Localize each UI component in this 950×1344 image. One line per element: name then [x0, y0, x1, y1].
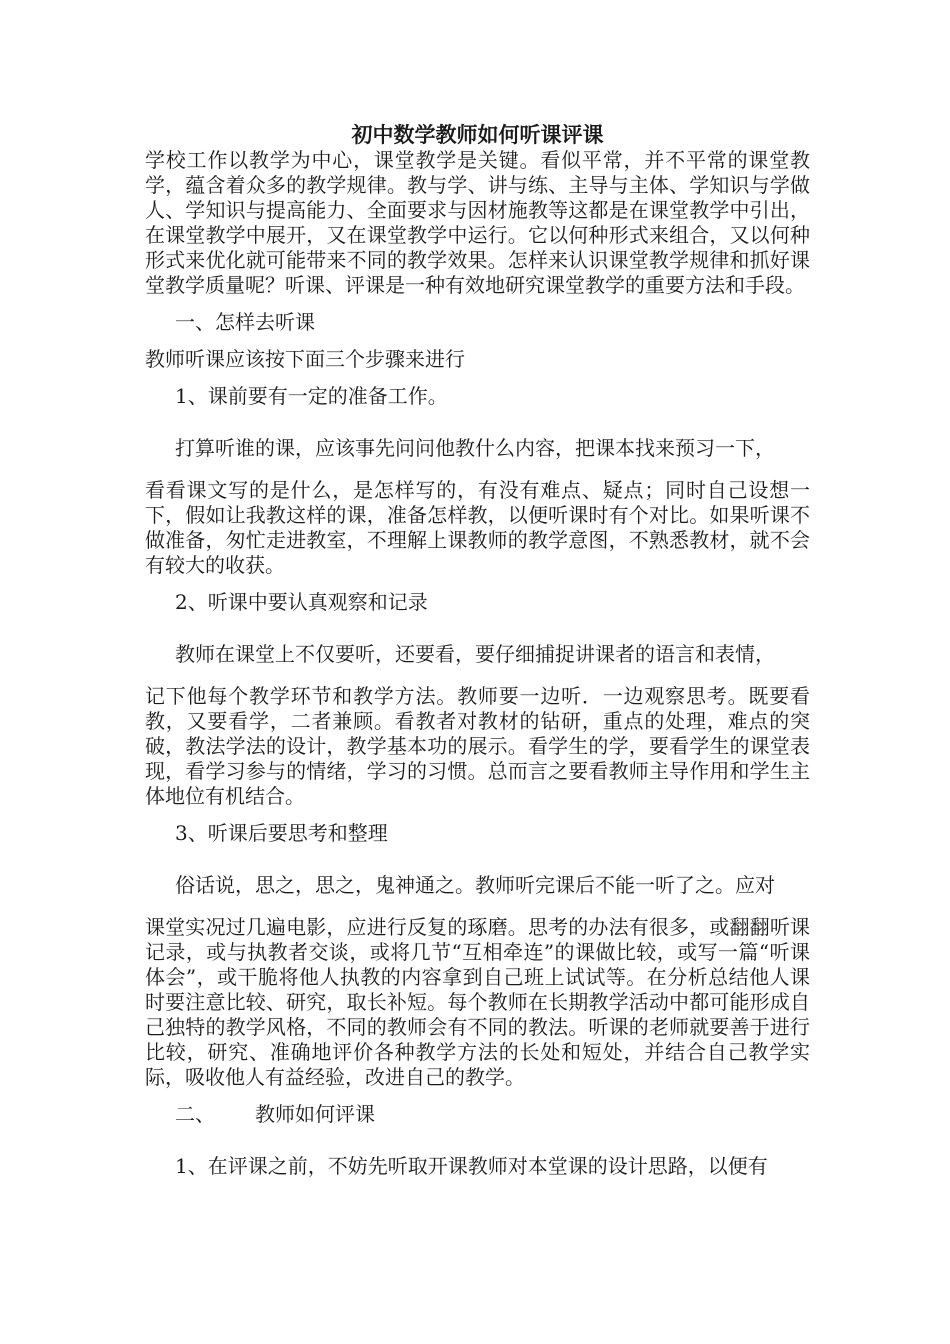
step1-paragraph: 看看课文写的是什么，是怎样写的，有没有难点、疑点；同时自己设想一下，假如让我教这样的课，准备怎样教，以便听课时有个对比。如果听课不做准备，匆忙走进教室，不理解上课教师的教学意图，不熟悉教材，就不会有较大的收获。: [145, 478, 810, 577]
step2-heading: 2、听课中要认真观察和记录: [175, 590, 428, 614]
step2-paragraph: 记下他每个教学环节和教学方法。教师要一边听．一边观察思考。既要看教，又要看学，二者兼顾。看教者对教材的钻研，重点的处理，难点的突破，教法学法的设计，教学基本功的展示。看学生的学，要看学生的课堂表现，看学习参与的情绪，学习的习惯。总而言之要看教师主导作用和学生主体地位有机结合。: [145, 684, 810, 808]
document-body: [145, 122, 810, 1179]
step3-paragraph: 课堂实况过几遍电影，应进行反复的琢磨。思考的办法有很多，或翻翻听课记录，或与执教者交谈，或将几节“互相牵连”的课做比较，或写一篇“听课体会”，或干脆将他人执教的内容拿到自己班上试试等。在分析总结他人课时要注意比较、研究，取长补短。每个教师在长期教学活动中都可能形成自己独特的教学风格，不同的教师会有不同的教法。听课的老师就要善于进行比较，研究、准确地评价各种教学方法的长处和短处，并结合自己教学实际，吸收他人有益经验，改进自己的教学。: [145, 915, 810, 1089]
intro-paragraph: 学校工作以教学为中心，课堂教学是关键。看似平常，并不平常的课堂教学，蕴含着众多的教学规律。教与学、讲与练、主导与主体、学知识与学做人、学知识与提高能力、全面要求与因材施教等这都是在课堂教学中引出，在课堂教学中展开，又在课堂教学中运行。它以何种形式来组合，又以何种形式来优化就可能带来不同的教学效果。怎样来认识课堂教学规律和抓好课堂教学质量呢？听课、评课是一种有效地研究课堂教学的重要方法和手段。: [145, 148, 810, 297]
section1-heading: 一、怎样去听课: [175, 310, 315, 334]
section2-heading-line: [145, 1102, 810, 1127]
step1-heading: 1、课前要有一定的准备工作。: [175, 384, 448, 408]
section2-heading: 教师如何评课: [255, 1102, 375, 1126]
section1-lead: 教师听课应该按下面三个步骤来进行: [145, 347, 465, 371]
document-title: 初中数学教师如何听课评课: [351, 122, 604, 147]
step3-first-line: 俗话说，思之，思之，鬼神通之。教师听完课后不能一听了之。应对: [175, 873, 775, 897]
section2-number: 二、: [175, 1102, 215, 1126]
step3-heading: 3、听课后要思考和整理: [175, 821, 388, 845]
section2-item1-first-line: 1、在评课之前，不妨先听取开课教师对本堂课的设计思路，以便有: [175, 1154, 768, 1178]
step1-first-line: 打算听谁的课，应该事先问问他教什么内容，把课本找来预习一下，: [175, 436, 775, 460]
step2-first-line: 教师在课堂上不仅要听，还要看，要仔细捕捉讲课者的语言和表情，: [175, 642, 775, 666]
